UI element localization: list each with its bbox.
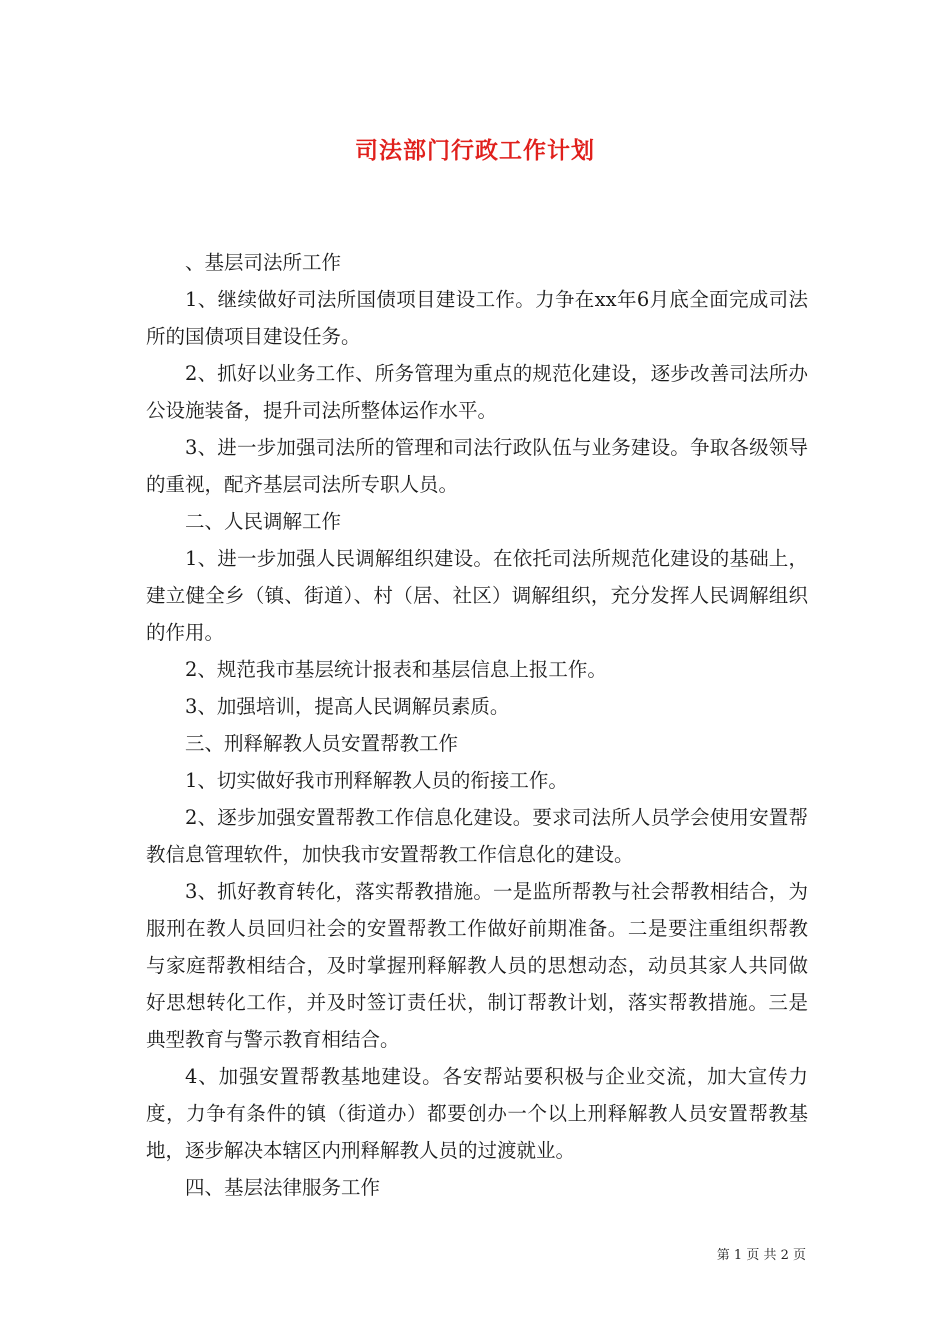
paragraph: 3、加强培训，提高人民调解员素质。 — [185, 695, 510, 718]
paragraph: 1、继续做好司法所国债项目建设工作。力争在xx年6月底全面完成司法所的国债项目建设任务。 — [146, 288, 808, 348]
paragraph: 4、加强安置帮教基地建设。各安帮站要积极与企业交流，加大宣传力度，力争有条件的镇（街道办）都要创办一个以上刑释解教人员安置帮教基地，逐步解决本辖区内刑释解教人员的过渡就业。 — [146, 1065, 808, 1162]
paragraph: 2、抓好以业务工作、所务管理为重点的规范化建设，逐步改善司法所办公设施装备，提升司法所整体运作水平。 — [146, 362, 808, 422]
paragraph: 1、进一步加强人民调解组织建设。在依托司法所规范化建设的基础上，建立健全乡（镇、街道）、村（居、社区）调解组织，充分发挥人民调解组织的作用。 — [146, 547, 808, 644]
document-title: 司法部门行政工作计划 — [355, 137, 595, 164]
paragraph: 2、规范我市基层统计报表和基层信息上报工作。 — [185, 658, 607, 681]
page-number: 第 1 页 共 2 页 — [716, 1248, 806, 1263]
paragraph: 2、逐步加强安置帮教工作信息化建设。要求司法所人员学会使用安置帮教信息管理软件，加快我市安置帮教工作信息化的建设。 — [146, 806, 808, 866]
paragraph: 3、抓好教育转化，落实帮教措施。一是监所帮教与社会帮教相结合，为服刑在教人员回归社会的安置帮教工作做好前期准备。二是要注重组织帮教与家庭帮教相结合，及时掌握刑释解教人员的思想动态，动员其家人共同做好思想转化工作，并及时签订责任状，制订帮教计划，落实帮教措施。三是典型教育与警示教育相结合。 — [146, 880, 808, 1051]
paragraph: 、基层司法所工作 — [185, 251, 342, 274]
section-heading: 三、刑释解教人员安置帮教工作 — [185, 732, 459, 755]
section-heading: 二、人民调解工作 — [185, 510, 342, 533]
paragraph: 1、切实做好我市刑释解教人员的衔接工作。 — [185, 769, 568, 792]
document-body — [146, 244, 808, 1206]
section-heading: 四、基层法律服务工作 — [185, 1176, 381, 1199]
paragraph: 3、进一步加强司法所的管理和司法行政队伍与业务建设。争取各级领导的重视，配齐基层司法所专职人员。 — [146, 436, 808, 496]
